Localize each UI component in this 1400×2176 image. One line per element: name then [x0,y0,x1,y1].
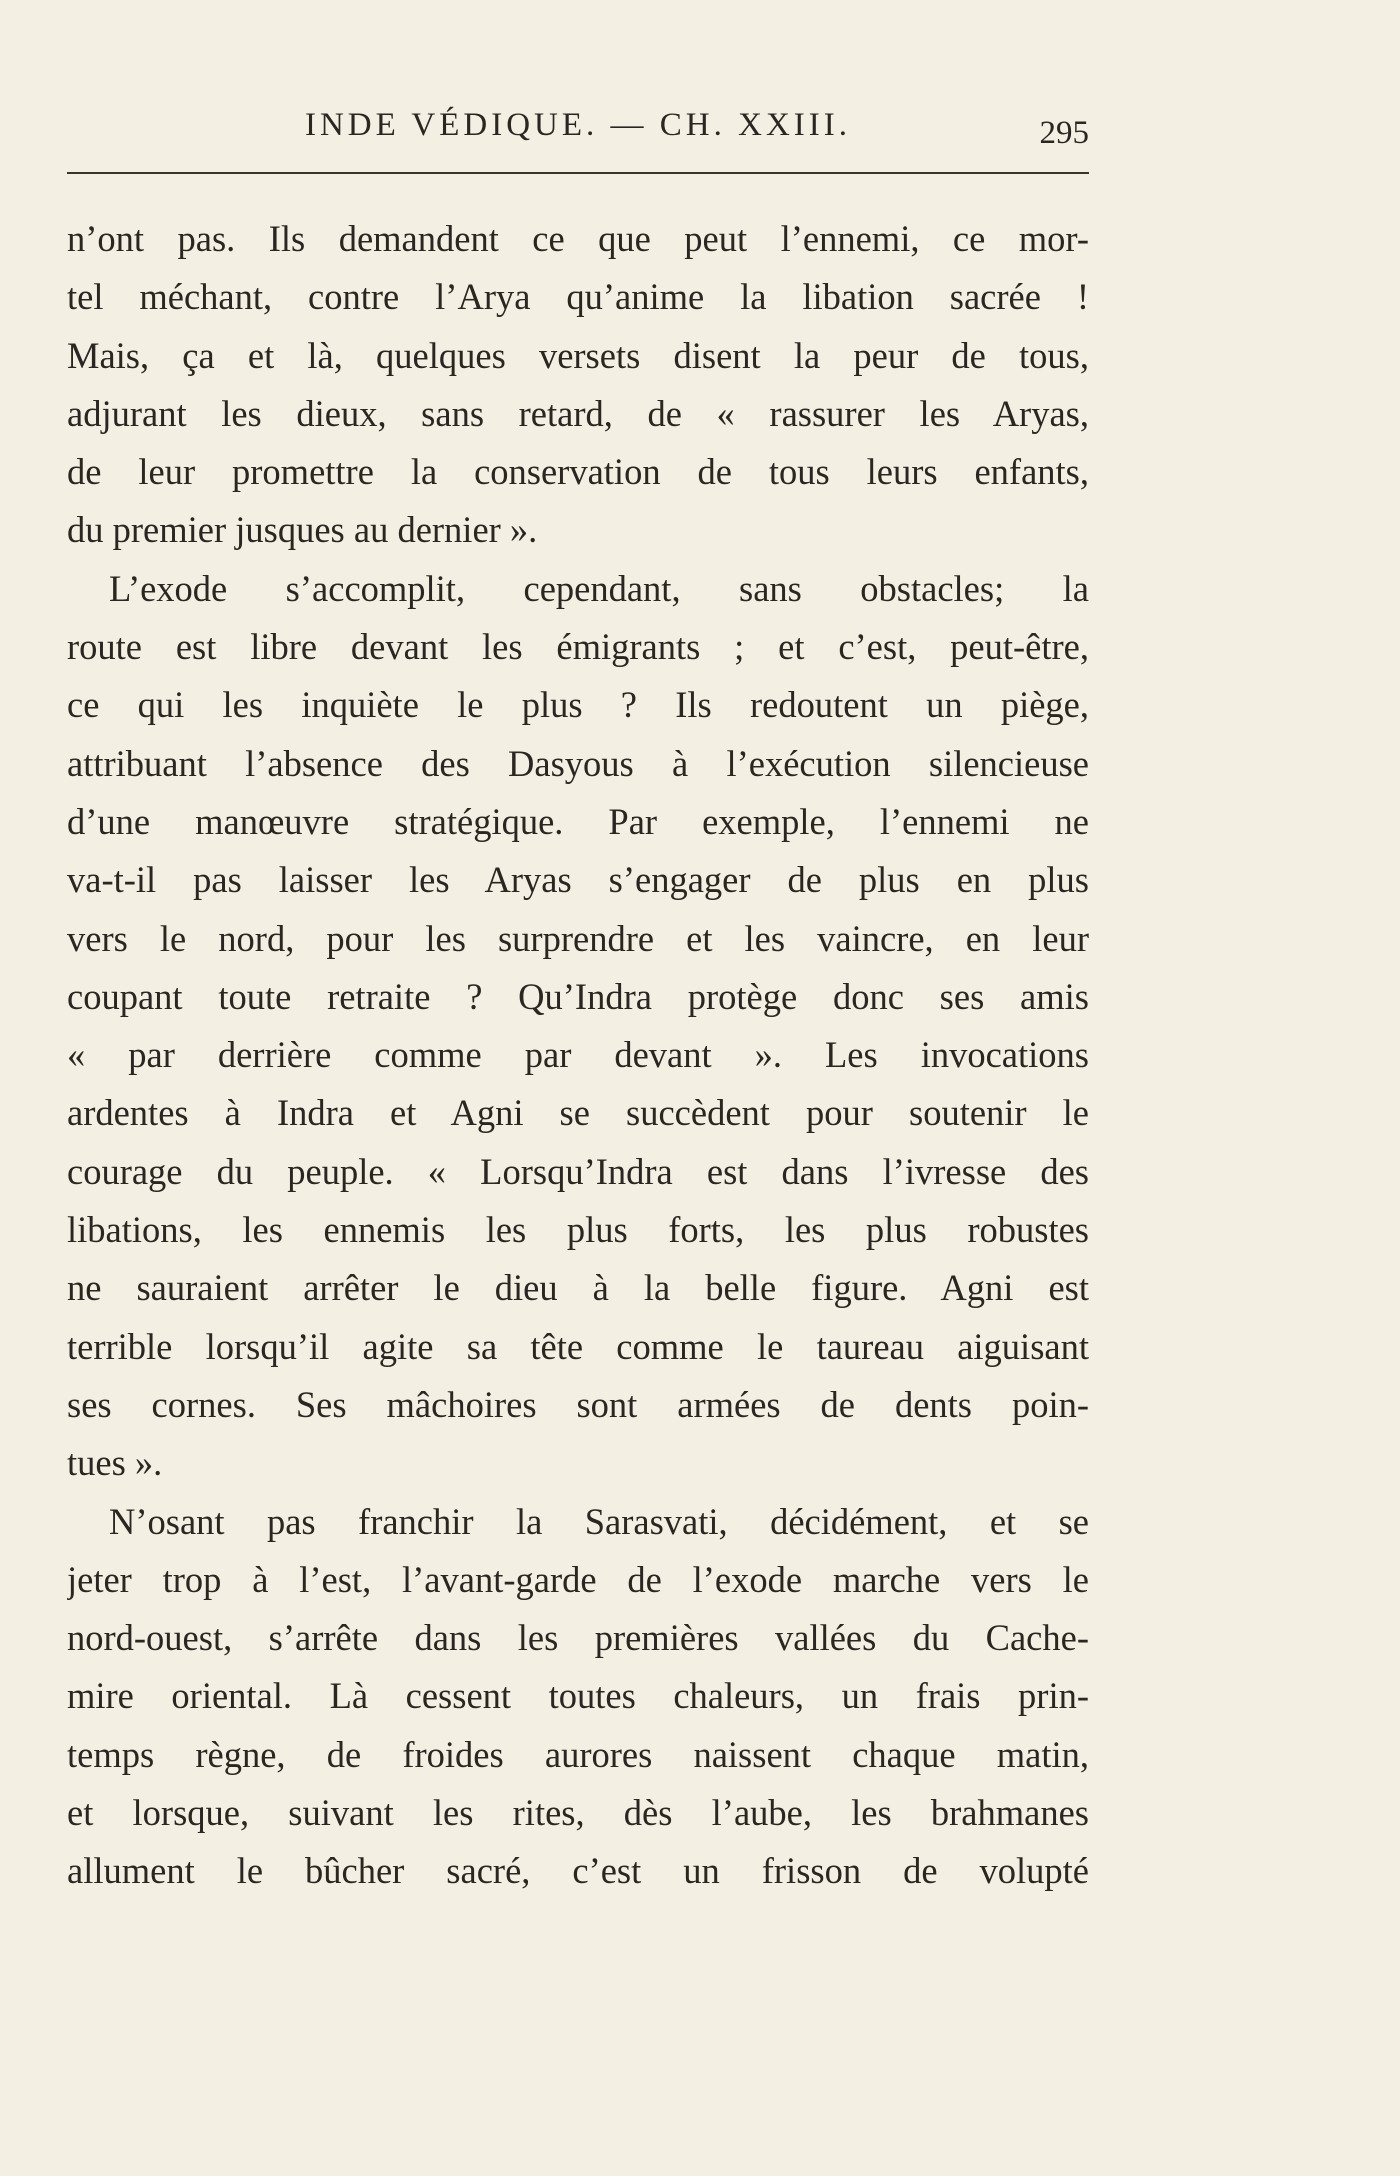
text-line: allument le bûcher sacré, c’est un frisson de volupté [67,1850,1089,1892]
text-line: n’ont pas. Ils demandent ce que peut l’ennemi, ce mor- [67,218,1089,259]
header-rule [67,172,1089,174]
text-line: va-t-il pas laisser les Aryas s’engager de plus en plus [67,859,1089,901]
text-line: ardentes à Indra et Agni se succèdent pour soutenir le [67,1092,1089,1134]
body-text [67,210,1089,1901]
running-title: INDE VÉDIQUE. — CH. XXIII. [304,107,852,143]
text-line: terrible lorsqu’il agite sa tête comme le taureau aiguisant [67,1325,1089,1367]
text-line: vers le nord, pour les surprendre et les vaincre, en leur [67,917,1089,959]
text-line: mire oriental. Là cessent toutes chaleurs, un frais prin- [67,1675,1089,1717]
text-line: coupant toute retraite ? Qu’Indra protège donc ses amis [67,975,1089,1017]
text-line: tues ». [67,1442,163,1484]
text-line: du premier jusques au dernier ». [67,509,538,551]
running-head [67,100,1089,150]
text-line: de leur promettre la conservation de tous leurs enfants, [67,451,1089,493]
text-line: route est libre devant les émigrants ; et c’est, peut-être, [67,626,1089,668]
text-line: et lorsque, suivant les rites, dès l’aube, les brahmanes [67,1792,1089,1834]
page-number: 295 [1039,115,1089,151]
text-line: ses cornes. Ses mâchoires sont armées de dents poin- [67,1383,1089,1425]
text-line: jeter trop à l’est, l’avant-garde de l’exode marche vers le [67,1558,1089,1600]
text-line: « par derrière comme par devant ». Les invocations [67,1034,1089,1076]
text-line: ne sauraient arrêter le dieu à la belle figure. Agni est [67,1267,1089,1309]
text-line: Mais, ça et là, quelques versets disent la peur de tous, [67,334,1089,376]
text-line: libations, les ennemis les plus forts, les plus robustes [67,1209,1089,1251]
text-line: nord-ouest, s’arrête dans les premières vallées du Cache- [67,1617,1089,1659]
text-line: N’osant pas franchir la Sarasvati, décidément, et se [109,1500,1089,1542]
text-line: adjurant les dieux, sans retard, de « rassurer les Aryas, [67,392,1089,434]
text-line: tel méchant, contre l’Arya qu’anime la libation sacrée ! [67,276,1089,318]
text-line: temps règne, de froides aurores naissent chaque matin, [67,1733,1089,1775]
text-line: courage du peuple. « Lorsqu’Indra est dans l’ivresse des [67,1150,1089,1192]
text-line: ce qui les inquiète le plus ? Ils redoutent un piège, [67,684,1089,726]
text-line: L’exode s’accomplit, cependant, sans obstacles; la [109,567,1089,609]
text-line: attribuant l’absence des Dasyous à l’exécution silencieuse [67,742,1089,784]
text-line: d’une manœuvre stratégique. Par exemple, l’ennemi ne [67,800,1089,842]
